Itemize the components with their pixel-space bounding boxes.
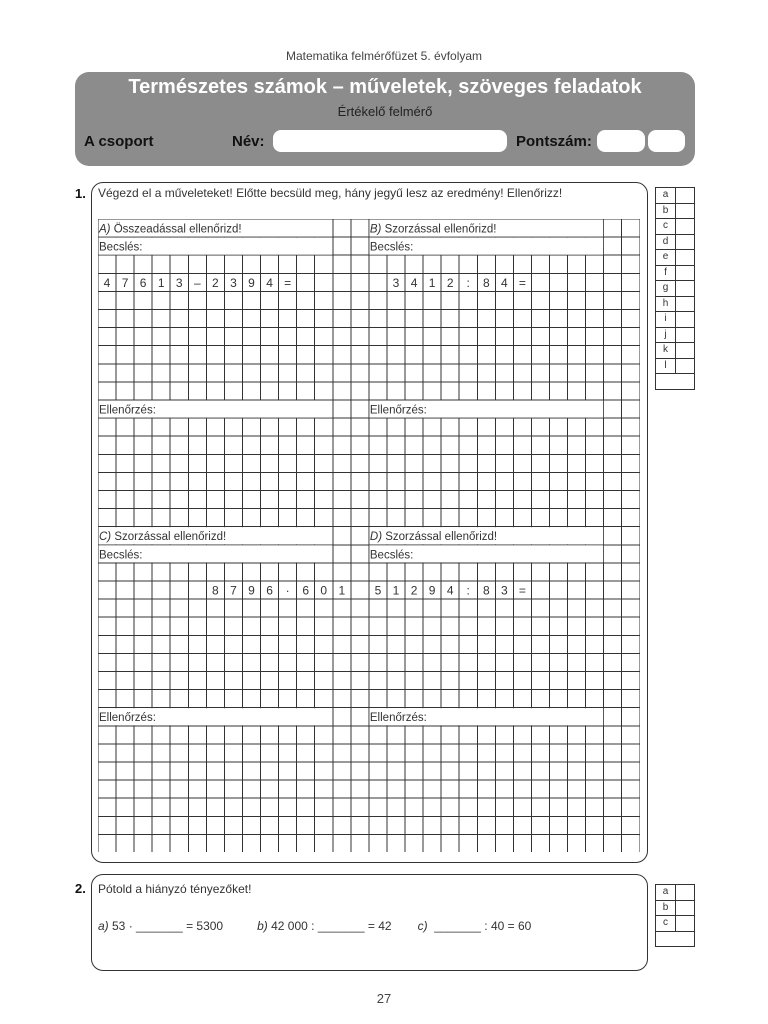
part-c-digit: 8 xyxy=(212,583,219,598)
score-row-divider xyxy=(675,297,676,312)
page-title: Természetes számok – műveletek, szöveges feladatok xyxy=(128,76,642,98)
task2-item-c-letter: c) xyxy=(417,919,428,933)
score-row-letter: f xyxy=(664,266,667,278)
task2-item-b-letter: b) xyxy=(257,919,268,933)
part-c-digit: 9 xyxy=(248,583,255,598)
part-c-digit: 6 xyxy=(302,583,310,598)
part-b-digit: : xyxy=(466,275,470,290)
part-a-digit: 4 xyxy=(103,275,111,290)
task1-grid xyxy=(98,219,640,852)
part-d-digit: 4 xyxy=(446,583,454,598)
score-total-row[interactable] xyxy=(656,374,694,389)
part-a-digit: 4 xyxy=(266,275,273,290)
score-row-divider xyxy=(675,250,676,265)
running-head: Matematika felmérőfüzet 5. évfolyam xyxy=(285,49,483,63)
score-row-divider xyxy=(675,312,676,327)
score-row[interactable] xyxy=(656,235,694,251)
part-b-digit: 8 xyxy=(482,275,490,290)
part-a-digit: – xyxy=(193,275,201,290)
task1-number: 1. xyxy=(75,186,86,201)
score-row[interactable] xyxy=(656,219,694,235)
score-row-divider xyxy=(675,885,676,900)
score-row-letter: c xyxy=(663,220,668,231)
part-d-digit: = xyxy=(518,583,526,598)
score-row-divider xyxy=(675,188,676,203)
task2-item-a[interactable]: 53 · _______ = 5300 xyxy=(108,919,224,933)
part-a-heading-letter: A) xyxy=(99,223,114,236)
part-d-digit: 5 xyxy=(374,583,382,598)
score-row-divider xyxy=(675,343,676,358)
part-d-estimate: Becslés: xyxy=(369,549,414,562)
task2-item-c[interactable]: _______ : 40 = 60 xyxy=(427,919,532,933)
score-row[interactable] xyxy=(656,204,694,220)
task2-item-b[interactable]: 42 000 : _______ = 42 xyxy=(267,919,392,933)
score-row[interactable] xyxy=(656,312,694,328)
part-c-heading-letter: C) xyxy=(99,531,115,544)
score-row[interactable] xyxy=(656,250,694,266)
part-d-digit: 3 xyxy=(501,583,508,598)
score-label: Pontszám: xyxy=(516,133,592,150)
part-a-digit: = xyxy=(284,275,292,290)
name-label: Név: xyxy=(232,133,265,150)
score-row-letter: c xyxy=(663,917,668,928)
part-a-digit: 9 xyxy=(248,275,255,290)
part-d-digit: : xyxy=(466,583,470,598)
part-b-heading-title: Szorzással ellenőrizd! xyxy=(384,223,497,236)
part-c-heading xyxy=(99,531,226,543)
task2-items xyxy=(98,919,531,933)
part-d-digit: 9 xyxy=(428,583,436,598)
part-c-heading-title: Szorzással ellenőrizd! xyxy=(114,531,227,544)
part-b-digit: 1 xyxy=(428,275,436,290)
part-c-check: Ellenőrzés: xyxy=(99,712,156,725)
part-d-digit: 2 xyxy=(410,583,418,598)
part-a-heading-title: Összeadással ellenőrizd! xyxy=(113,223,242,236)
part-a-digit: 7 xyxy=(121,275,129,290)
part-d-digit: 8 xyxy=(482,583,490,598)
page-subtitle: Értékelő felmérő xyxy=(337,104,433,119)
score-row-divider xyxy=(675,328,676,343)
part-d-heading xyxy=(370,531,497,543)
score-row-letter: i xyxy=(664,313,667,324)
part-b-check: Ellenőrzés: xyxy=(369,404,427,417)
part-d-check: Ellenőrzés: xyxy=(369,712,427,725)
task2-instruction: Pótold a hiányzó tényezőket! xyxy=(98,882,252,896)
page-number: 27 xyxy=(376,991,392,1006)
score-row-letter: k xyxy=(663,344,668,355)
score-row-divider xyxy=(675,266,676,281)
part-a-digit: 1 xyxy=(157,275,165,290)
max-score-field[interactable] xyxy=(648,130,685,152)
part-b-digit: = xyxy=(518,275,526,290)
task1-score-column xyxy=(655,187,695,390)
score-row[interactable] xyxy=(656,885,694,901)
score-row[interactable] xyxy=(656,266,694,282)
part-b-digit: 4 xyxy=(501,275,508,290)
part-b-estimate: Becslés: xyxy=(369,241,414,254)
score-row-letter: a xyxy=(662,189,669,200)
task2-number: 2. xyxy=(75,881,86,896)
score-row-divider xyxy=(675,235,676,250)
part-c-digit: 1 xyxy=(338,583,346,598)
part-c-estimate: Becslés: xyxy=(99,549,143,562)
task2-score-column xyxy=(655,884,695,947)
score-row-letter: a xyxy=(662,886,669,897)
group-label: A csoport xyxy=(84,133,154,150)
part-b-digit: 4 xyxy=(410,275,418,290)
part-b-digit: 3 xyxy=(392,275,400,290)
part-b-heading xyxy=(370,224,497,236)
part-d-digit: 1 xyxy=(392,583,400,598)
part-b-digit: 2 xyxy=(446,275,454,290)
score-row-divider xyxy=(675,219,676,234)
score-row[interactable] xyxy=(656,328,694,344)
part-a-heading xyxy=(98,224,242,236)
part-a-check: Ellenőrzés: xyxy=(99,404,156,417)
name-field[interactable] xyxy=(273,130,507,152)
part-d-heading-letter: D) xyxy=(369,531,386,544)
score-total-row[interactable] xyxy=(656,932,694,947)
part-a-digit: 3 xyxy=(230,275,237,290)
score-row[interactable] xyxy=(656,901,694,917)
score-row[interactable] xyxy=(656,297,694,313)
part-b-heading-letter: B) xyxy=(369,223,385,236)
score-field[interactable] xyxy=(597,130,645,152)
score-row-letter: g xyxy=(662,282,669,293)
part-c-digit: · xyxy=(285,583,290,598)
score-row-letter: j xyxy=(664,328,667,340)
part-c-digit: 7 xyxy=(230,583,237,598)
part-a-digit: 6 xyxy=(139,275,147,290)
score-row-letter: h xyxy=(662,297,669,309)
task1-instruction: Végezd el a műveleteket! Előtte becsüld meg, hány jegyű lesz az eredmény! Ellenőrizz! xyxy=(98,186,563,200)
score-row[interactable] xyxy=(656,916,694,932)
part-d-heading-title: Szorzással ellenőrizd! xyxy=(385,531,498,544)
score-row-letter: e xyxy=(662,251,669,262)
part-a-digit: 2 xyxy=(212,275,219,290)
part-c-digit: 6 xyxy=(266,583,273,598)
score-row-divider xyxy=(675,281,676,296)
score-row-letter: l xyxy=(664,359,667,371)
part-a-estimate: Becslés: xyxy=(99,241,143,254)
part-c-digit: 0 xyxy=(320,583,328,598)
score-row[interactable] xyxy=(656,359,694,375)
score-row-letter: b xyxy=(662,901,669,913)
score-row-divider xyxy=(675,916,676,931)
score-row[interactable] xyxy=(656,343,694,359)
part-a-digit: 3 xyxy=(175,275,183,290)
score-row-letter: d xyxy=(662,235,669,247)
score-row-letter: b xyxy=(662,204,669,216)
score-row[interactable] xyxy=(656,188,694,204)
score-row-divider xyxy=(675,204,676,219)
score-row-divider xyxy=(675,359,676,374)
score-row-divider xyxy=(675,901,676,916)
task2-item-a-letter: a) xyxy=(98,919,109,933)
score-row[interactable] xyxy=(656,281,694,297)
